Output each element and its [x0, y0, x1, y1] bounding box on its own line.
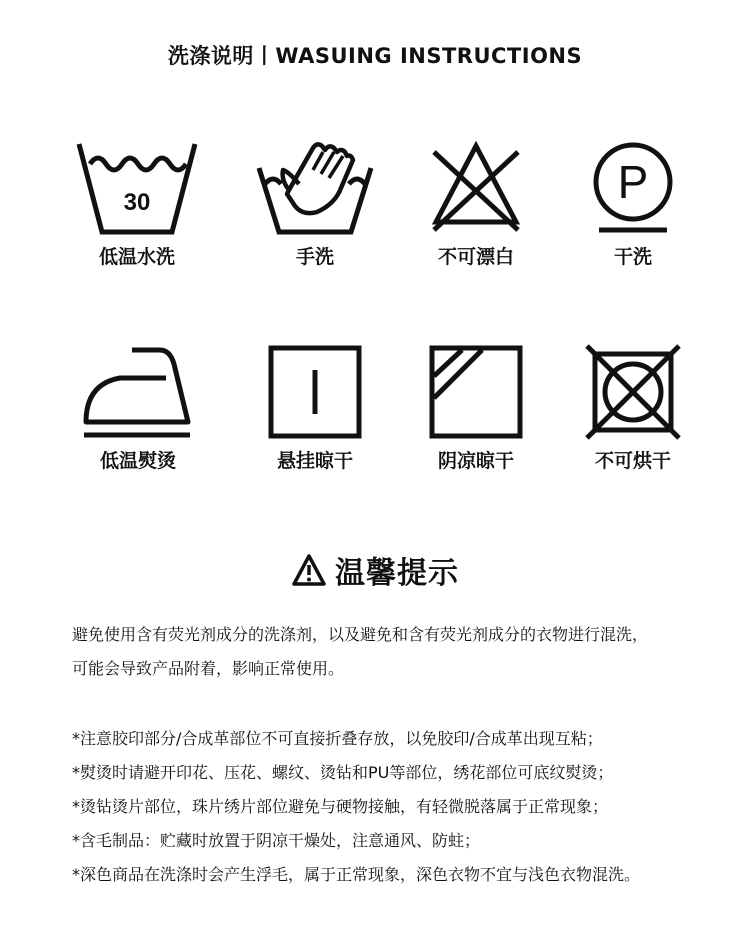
no-bleach-icon [430, 140, 522, 236]
care-label-dry-clean: 干洗 [613, 246, 652, 268]
intro-line: 避免使用含有荧光剂成分的洗涤剂，以及避免和含有荧光剂成分的衣物进行混洗， [72, 625, 649, 644]
care-item-hang-dry [235, 344, 395, 473]
hang-dry-icon [267, 344, 363, 440]
care-label-hang-dry: 悬挂晾干 [276, 450, 353, 472]
shade-dry-icon [428, 344, 524, 440]
care-note: *注意胶印部分/合成革部位不可直接折叠存放，以免胶印/合成革出现互粘； [72, 729, 603, 748]
care-note: *含毛制品：贮藏时放置于阴凉干燥处，注意通风、防蛀； [72, 831, 481, 850]
intro-line: 可能会导致产品附着，影响正常使用。 [72, 659, 345, 678]
wash-temperature-text: 30 [123, 189, 151, 216]
warning-triangle-icon [291, 553, 327, 587]
hand-wash-icon [255, 140, 375, 236]
care-label-iron-low: 低温熨烫 [99, 450, 176, 472]
dry-clean-letter-text: P [617, 156, 649, 208]
care-note: *烫钻烫片部位，珠片绣片部位避免与硬物接触，有轻微脱落属于正常现象； [72, 797, 609, 816]
care-label-wash-30: 低温水洗 [98, 246, 175, 268]
care-note: *深色商品在洗涤时会产生浮毛，属于正常现象，深色衣物不宜与浅色衣物混洗。 [72, 865, 641, 884]
care-item-wash-30 [57, 140, 217, 269]
care-notes-list [72, 722, 712, 892]
care-item-shade-dry [396, 344, 556, 473]
care-item-no-bleach [396, 140, 556, 269]
warning-title: 温馨提示 [335, 556, 459, 591]
no-tumble-dry-icon [585, 344, 681, 440]
care-label-no-bleach: 不可漂白 [437, 246, 514, 268]
care-note: *熨烫时请避开印花、压花、螺纹、烫钻和PU等部位，绣花部位可底纹熨烫； [72, 763, 614, 782]
care-item-iron-low [58, 344, 218, 473]
warning-heading [0, 548, 750, 592]
iron-low-icon [80, 344, 196, 440]
page-title: 洗涤说明丨WASUING INSTRUCTIONS [167, 44, 583, 68]
care-item-no-tumble-dry [553, 344, 713, 473]
care-label-hand-wash: 手洗 [295, 246, 334, 268]
intro-paragraph [72, 618, 712, 686]
wash-30-icon [76, 140, 198, 236]
dry-clean-p-icon [583, 140, 683, 236]
care-item-dry-clean [553, 140, 713, 269]
care-label-no-tumble-dry: 不可烘干 [594, 450, 671, 472]
care-item-hand-wash [235, 140, 395, 269]
care-label-shade-dry: 阴凉晾干 [437, 450, 514, 472]
